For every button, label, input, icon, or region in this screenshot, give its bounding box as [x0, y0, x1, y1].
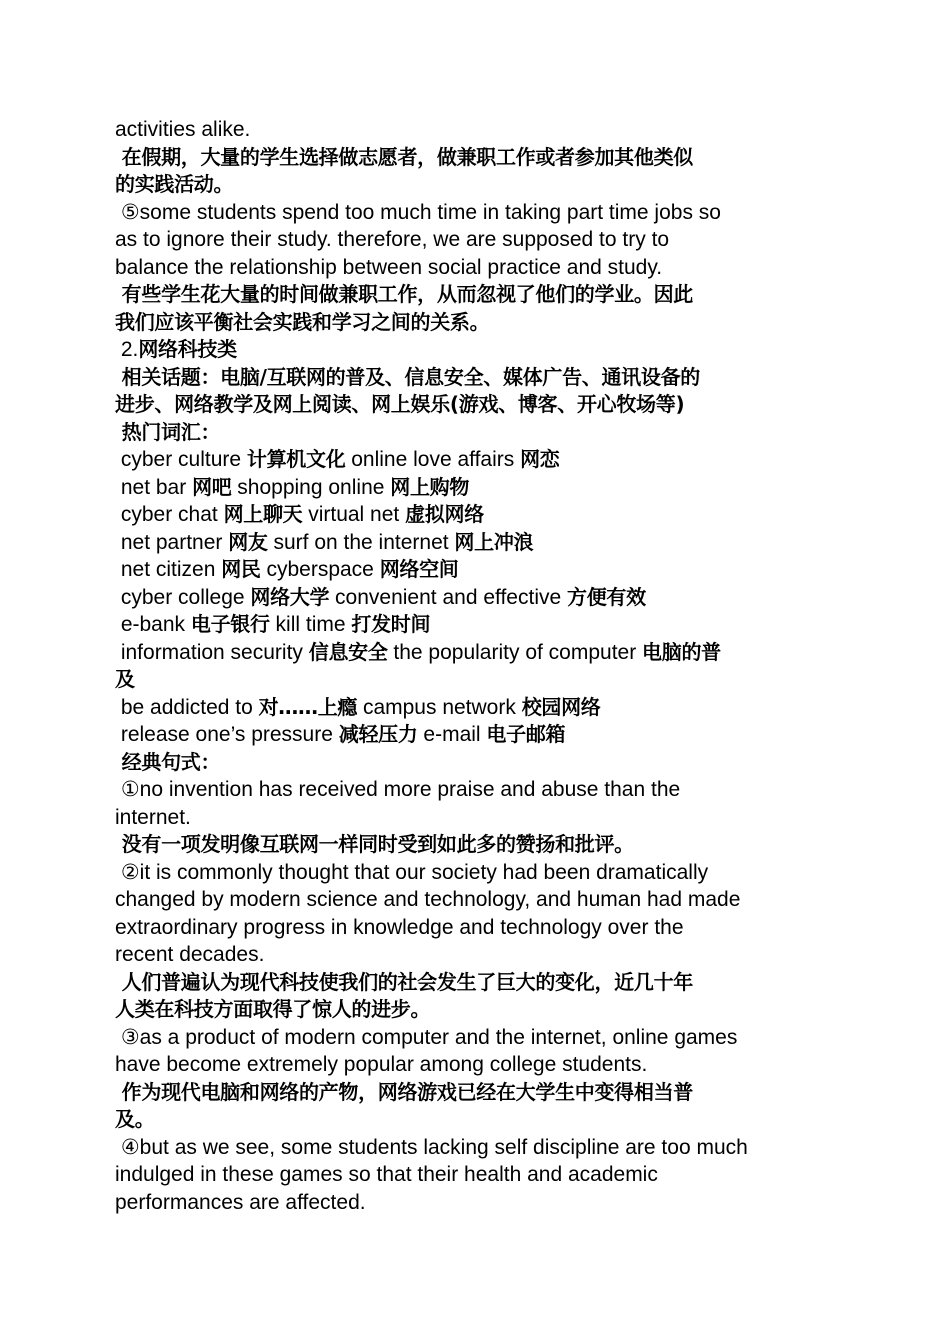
text-line: as to ignore their study. therefore, we are supposed to try to — [115, 228, 670, 251]
text-line-cn: 进步、网络教学及网上阅读、网上娱乐(游戏、博客、开心牧场等) — [115, 392, 685, 416]
section-title: 网络科技类 — [138, 337, 237, 361]
text-line-cn: 人们普遍认为现代科技使我们的社会发生了巨大的变化，近几十年 — [115, 969, 693, 994]
text-line: ④but as we see, some students lacking self discipline are too much — [115, 1135, 748, 1159]
text-line: activities alike. — [115, 118, 251, 141]
vocab-line-wrap: 及 — [115, 667, 135, 691]
text-line: indulged in these games so that their health and academic — [115, 1163, 658, 1186]
text-line-cn: 没有一项发明像互联网一样同时受到如此多的赞扬和批评。 — [115, 832, 634, 856]
text-line: recent decades. — [115, 943, 265, 966]
sentences-heading: 经典句式： — [115, 749, 221, 774]
section-number: 2. — [115, 338, 139, 361]
text-line: ③as a product of modern computer and the internet, online games — [115, 1025, 738, 1049]
text-line-cn: 有些学生花大量的时间做兼职工作，从而忽视了他们的学业。因此 — [115, 282, 693, 306]
vocab-line: be addicted to 对……上瘾 campus network 校园网络 — [115, 694, 601, 719]
text-line: changed by modern science and technology, and human had made — [115, 888, 741, 911]
text-line-cn: 我们应该平衡社会实践和学习之间的关系。 — [115, 309, 490, 334]
vocab-line: net bar 网吧 shopping online 网上购物 — [115, 474, 470, 499]
vocab-line: information security 信息安全 the popularity of computer 电脑的普 — [115, 639, 721, 664]
text-line-cn: 的实践活动。 — [115, 172, 234, 196]
vocab-line: net partner 网友 surf on the internet 网上冲浪 — [115, 529, 534, 554]
text-line: ①no invention has received more praise and abuse than the — [115, 778, 681, 801]
vocab-line: cyber culture 计算机文化 online love affairs 网恋 — [115, 447, 560, 471]
vocab-line: cyber chat 网上聊天 virtual net 虚拟网络 — [115, 502, 484, 526]
text-line: ②it is commonly thought that our society had been dramatically — [115, 860, 709, 884]
text-line: performances are affected. — [115, 1190, 366, 1214]
text-line-cn: 作为现代电脑和网络的产物，网络游戏已经在大学生中变得相当普 — [115, 1079, 693, 1104]
text-line: internet. — [115, 805, 191, 829]
vocab-line: release one’s pressure 减轻压力 e-mail 电子邮箱 — [115, 722, 566, 746]
text-line-cn: 及。 — [115, 1107, 155, 1131]
text-line: have become extremely popular among college students. — [115, 1053, 648, 1076]
vocab-line: net citizen 网民 cyberspace 网络空间 — [115, 557, 459, 581]
text-line-cn: 相关话题：电脑/互联网的普及、信息安全、媒体广告、通讯设备的 — [115, 364, 700, 389]
text-line: extraordinary progress in knowledge and technology over the — [115, 915, 684, 939]
text-line: ⑤some students spend too much time in taking part time jobs so — [115, 200, 721, 224]
text-line-cn: 人类在科技方面取得了惊人的进步。 — [115, 997, 431, 1021]
vocab-line: cyber college 网络大学 convenient and effective 方便有效 — [115, 584, 646, 609]
text-line-cn: 在假期，大量的学生选择做志愿者，做兼职工作或者参加其他类似 — [115, 144, 693, 169]
document-page — [115, 116, 845, 1216]
vocab-heading: 热门词汇： — [115, 419, 221, 444]
section-heading — [115, 336, 845, 364]
vocab-line: e-bank 电子银行 kill time 打发时间 — [115, 612, 431, 636]
text-line: balance the relationship between social practice and study. — [115, 255, 663, 279]
